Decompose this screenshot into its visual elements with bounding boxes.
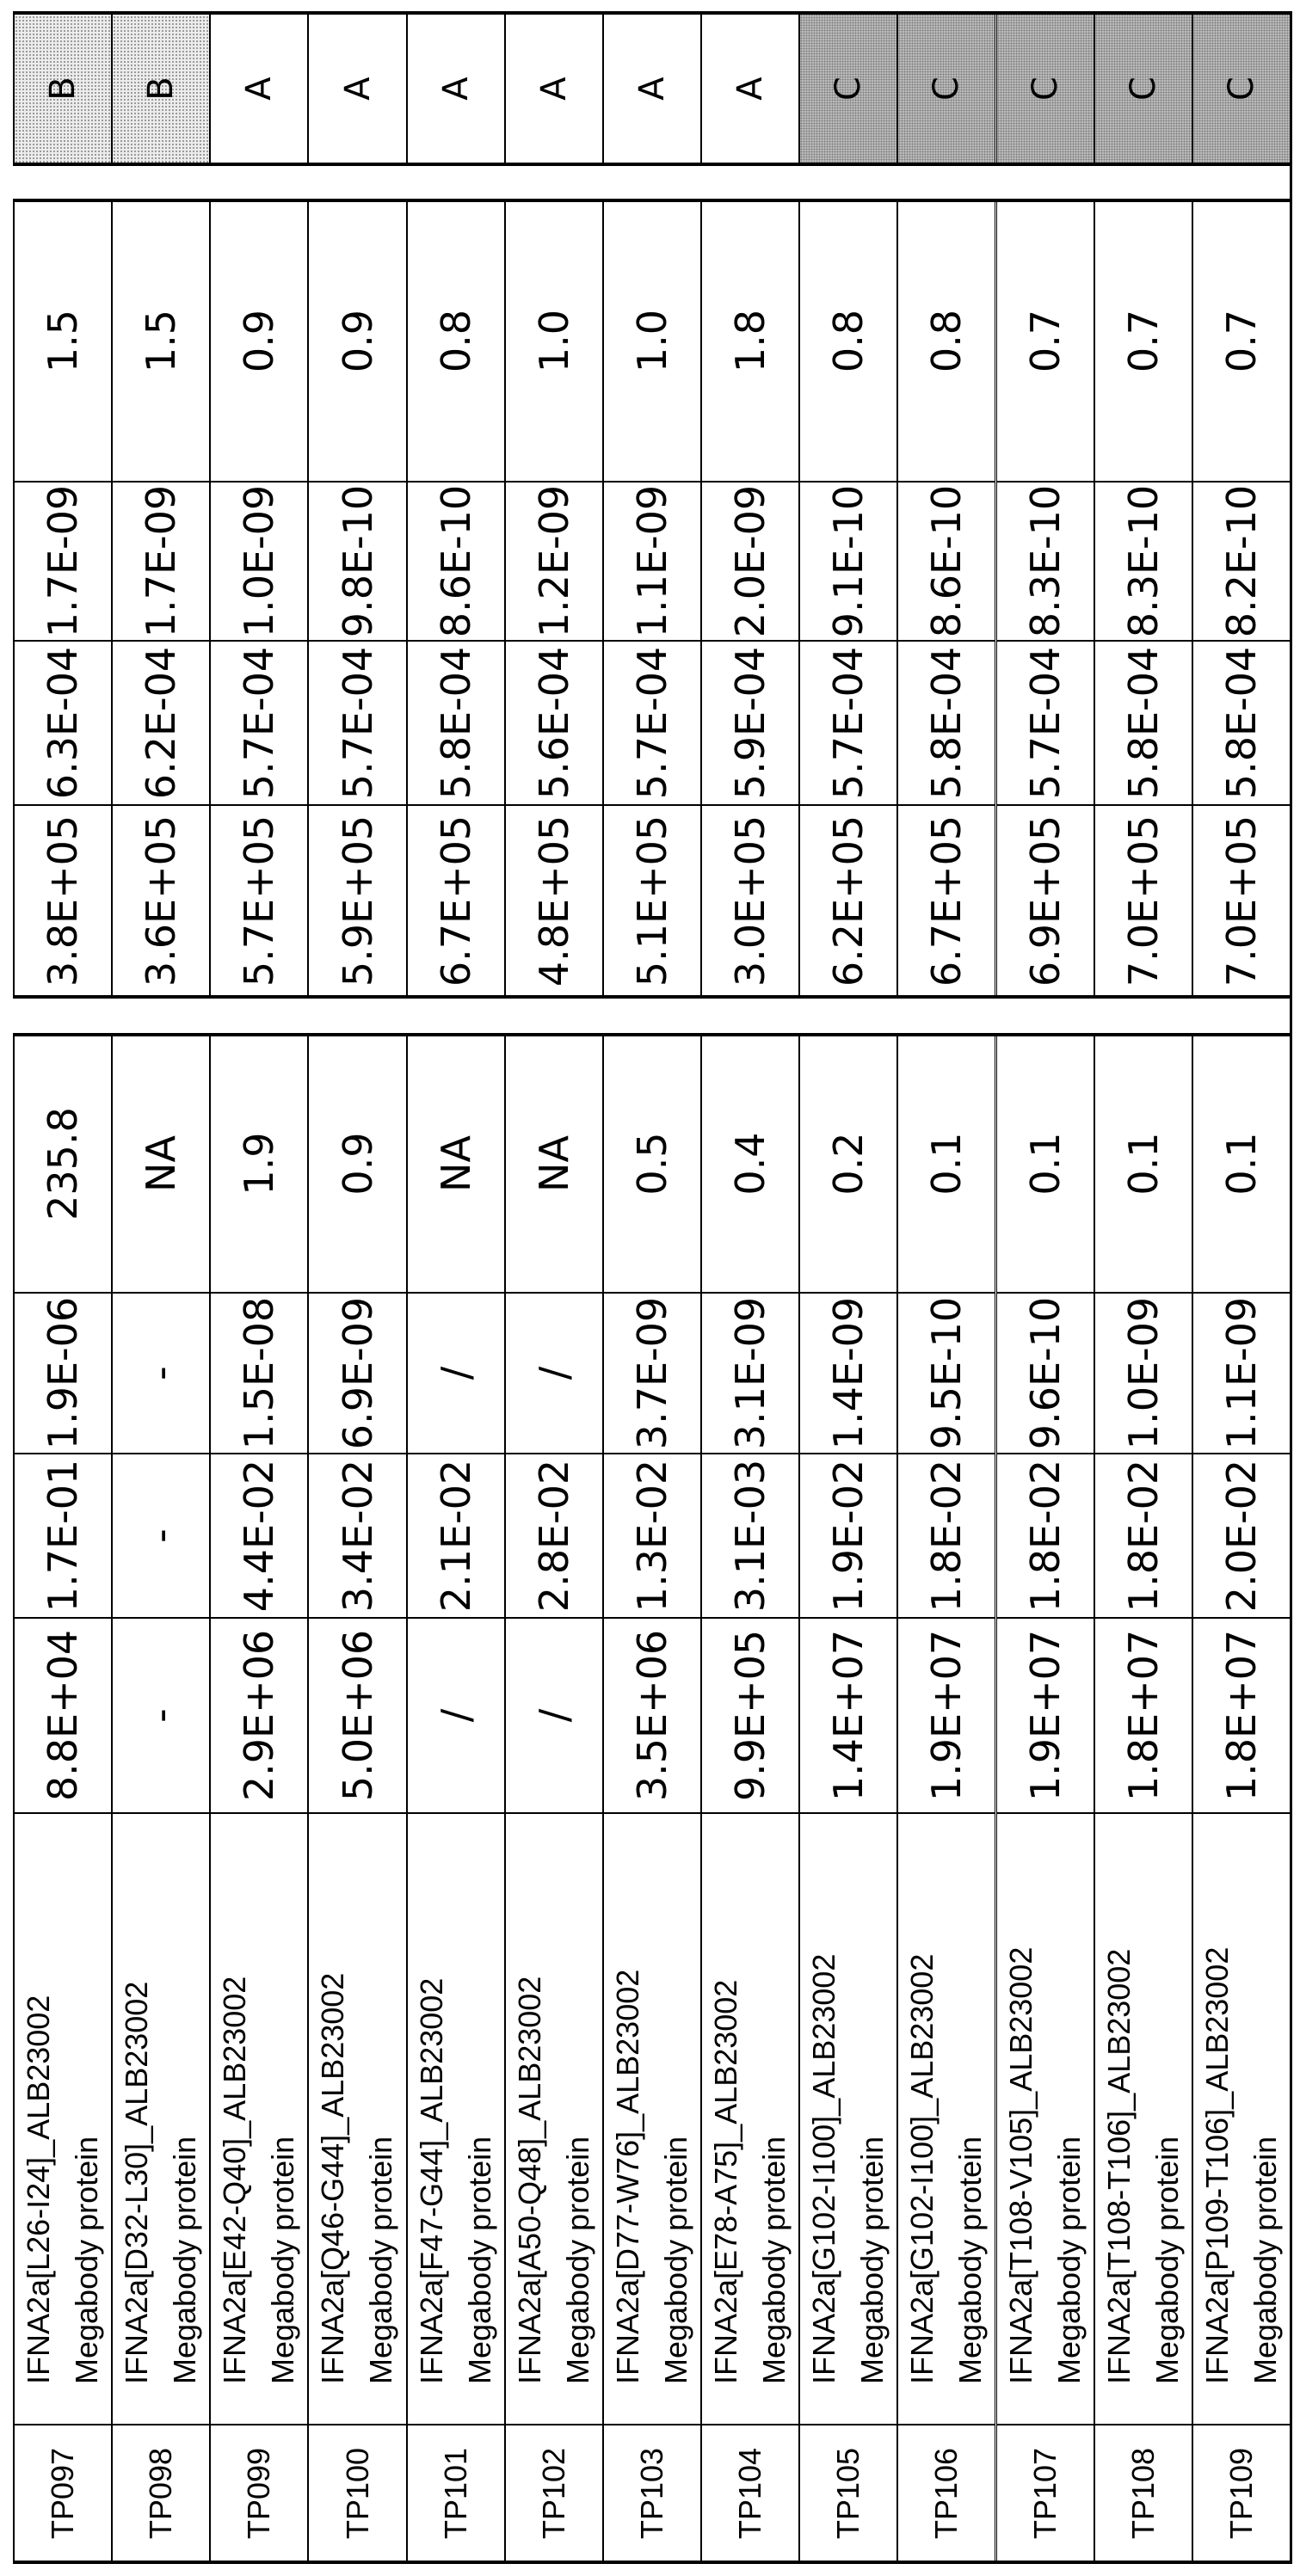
cell-name xyxy=(308,1813,406,2425)
cell-name xyxy=(1094,1813,1192,2425)
cell-name xyxy=(210,1813,308,2425)
rotated-data-table xyxy=(0,0,1300,2576)
cell-kd1: 2.0E-02 xyxy=(1192,1454,1291,1618)
cell-ka2: 6.7E+05 xyxy=(897,805,995,997)
cell-id: TP100 xyxy=(308,2425,406,2562)
cell-KD2: 8.6E-10 xyxy=(407,482,505,641)
name-line2: Megabody protein xyxy=(946,2136,995,2384)
cell-class: A xyxy=(701,13,799,164)
cell-ka1: - xyxy=(112,1618,210,1813)
cell-value: 0.1 xyxy=(897,1035,995,1293)
name-line2: Megabody protein xyxy=(848,2136,896,2384)
name-line2: Megabody protein xyxy=(1241,2136,1290,2384)
cell-KD2: 1.7E-09 xyxy=(112,482,210,641)
cell-kd1: 1.9E-02 xyxy=(799,1454,897,1618)
gap-divider xyxy=(1290,164,1292,200)
cell-ka2: 5.7E+05 xyxy=(210,805,308,997)
cell-class: C xyxy=(897,13,995,164)
cell-value: 0.1 xyxy=(1094,1035,1192,1293)
cell-kd2: 5.7E-04 xyxy=(210,641,308,805)
cell-ka1: / xyxy=(505,1618,603,1813)
cell-kd2: 5.8E-04 xyxy=(407,641,505,805)
cell-ratio: 1.8 xyxy=(701,200,799,482)
cell-KD1: 1.1E-09 xyxy=(1192,1293,1291,1454)
cell-ka2: 5.1E+05 xyxy=(603,805,701,997)
cell-class: A xyxy=(308,13,406,164)
cell-KD2: 9.8E-10 xyxy=(308,482,406,641)
cell-class: B xyxy=(112,13,210,164)
cell-ka1: 8.8E+04 xyxy=(14,1618,112,1813)
cell-KD1: 1.5E-08 xyxy=(210,1293,308,1454)
cell-id: TP107 xyxy=(996,2425,1094,2562)
name-line1: IFNA2a[L26-I24]_ALB23002 xyxy=(15,1995,63,2384)
name-line1: IFNA2a[T108-T106]_ALB23002 xyxy=(1095,1949,1143,2384)
cell-ka2: 4.8E+05 xyxy=(505,805,603,997)
cell-kd2: 5.7E-04 xyxy=(996,641,1094,805)
cell-id: TP103 xyxy=(603,2425,701,2562)
cell-KD2: 8.6E-10 xyxy=(897,482,995,641)
cell-ka2: 5.9E+05 xyxy=(308,805,406,997)
cell-KD2: 8.2E-10 xyxy=(1192,482,1291,641)
cell-name xyxy=(799,1813,897,2425)
cell-class: A xyxy=(603,13,701,164)
cell-KD1: / xyxy=(407,1293,505,1454)
name-line2: Megabody protein xyxy=(357,2136,405,2384)
cell-id: TP106 xyxy=(897,2425,995,2562)
cell-KD1: 9.6E-10 xyxy=(996,1293,1094,1454)
cell-name xyxy=(505,1813,603,2425)
cell-kd2: 6.2E-04 xyxy=(112,641,210,805)
name-line1: IFNA2a[G102-I100]_ALB23002 xyxy=(800,1954,848,2384)
cell-KD2: 1.1E-09 xyxy=(603,482,701,641)
cell-name xyxy=(112,1813,210,2425)
cell-value: 0.9 xyxy=(308,1035,406,1293)
cell-KD2: 8.3E-10 xyxy=(996,482,1094,641)
cell-KD2: 8.3E-10 xyxy=(1094,482,1192,641)
cell-ratio: 1.0 xyxy=(505,200,603,482)
cell-kd1: 1.7E-01 xyxy=(14,1454,112,1618)
cell-KD1: / xyxy=(505,1293,603,1454)
cell-ka1: 1.8E+07 xyxy=(1192,1618,1291,1813)
name-line1: IFNA2a[F47-G44]_ALB23002 xyxy=(408,1978,456,2384)
cell-ratio: 1.5 xyxy=(14,200,112,482)
cell-ka1: 3.5E+06 xyxy=(603,1618,701,1813)
name-line2: Megabody protein xyxy=(456,2136,504,2384)
cell-id: TP099 xyxy=(210,2425,308,2562)
cell-KD1: 1.4E-09 xyxy=(799,1293,897,1454)
cell-id: TP101 xyxy=(407,2425,505,2562)
cell-ratio: 0.9 xyxy=(210,200,308,482)
cell-KD1: 9.5E-10 xyxy=(897,1293,995,1454)
cell-value: 0.1 xyxy=(996,1035,1094,1293)
cell-value: 1.9 xyxy=(210,1035,308,1293)
name-line2: Megabody protein xyxy=(1143,2136,1192,2384)
cell-kd2: 5.7E-04 xyxy=(603,641,701,805)
cell-id: TP105 xyxy=(799,2425,897,2562)
cell-ka1: 1.4E+07 xyxy=(799,1618,897,1813)
cell-ratio: 0.8 xyxy=(407,200,505,482)
cell-ka2: 6.7E+05 xyxy=(407,805,505,997)
cell-kd1: - xyxy=(112,1454,210,1618)
cell-kd1: 1.8E-02 xyxy=(996,1454,1094,1618)
cell-KD2: 1.0E-09 xyxy=(210,482,308,641)
cell-value: NA xyxy=(112,1035,210,1293)
cell-class: B xyxy=(14,13,112,164)
cell-value: NA xyxy=(505,1035,603,1293)
cell-ka2: 3.0E+05 xyxy=(701,805,799,997)
cell-id: TP104 xyxy=(701,2425,799,2562)
cell-kd2: 5.7E-04 xyxy=(308,641,406,805)
cell-kd1: 3.1E-03 xyxy=(701,1454,799,1618)
cell-KD1: 6.9E-09 xyxy=(308,1293,406,1454)
name-line2: Megabody protein xyxy=(63,2136,111,2384)
name-line2: Megabody protein xyxy=(259,2136,307,2384)
cell-KD1: 1.9E-06 xyxy=(14,1293,112,1454)
gap-divider xyxy=(1290,997,1292,1035)
cell-ka1: 2.9E+06 xyxy=(210,1618,308,1813)
name-line1: IFNA2a[A50-Q48]_ALB23002 xyxy=(506,1977,554,2384)
cell-class: A xyxy=(210,13,308,164)
cell-KD2: 2.0E-09 xyxy=(701,482,799,641)
cell-name xyxy=(14,1813,112,2425)
cell-kd1: 3.4E-02 xyxy=(308,1454,406,1618)
name-line2: Megabody protein xyxy=(750,2136,798,2384)
name-line1: IFNA2a[Q46-G44]_ALB23002 xyxy=(309,1973,357,2384)
cell-KD1: 3.1E-09 xyxy=(701,1293,799,1454)
cell-kd2: 5.8E-04 xyxy=(1094,641,1192,805)
cell-name xyxy=(603,1813,701,2425)
cell-ka2: 3.8E+05 xyxy=(14,805,112,997)
cell-kd1: 2.8E-02 xyxy=(505,1454,603,1618)
cell-ka1: / xyxy=(407,1618,505,1813)
name-line1: IFNA2a[P109-T106]_ALB23002 xyxy=(1193,1947,1241,2384)
cell-class: C xyxy=(996,13,1094,164)
cell-ratio: 1.0 xyxy=(603,200,701,482)
cell-id: TP098 xyxy=(112,2425,210,2562)
cell-ka2: 7.0E+05 xyxy=(1192,805,1291,997)
cell-ka2: 7.0E+05 xyxy=(1094,805,1192,997)
name-line2: Megabody protein xyxy=(1045,2136,1094,2384)
cell-kd2: 5.8E-04 xyxy=(1192,641,1291,805)
name-line1: IFNA2a[D32-L30]_ALB23002 xyxy=(113,1982,161,2384)
name-line2: Megabody protein xyxy=(161,2136,209,2384)
name-line1: IFNA2a[T108-V105]_ALB23002 xyxy=(997,1947,1045,2384)
cell-ratio: 0.7 xyxy=(996,200,1094,482)
cell-KD1: 3.7E-09 xyxy=(603,1293,701,1454)
cell-kd2: 5.6E-04 xyxy=(505,641,603,805)
cell-KD1: - xyxy=(112,1293,210,1454)
cell-class: A xyxy=(505,13,603,164)
cell-value: 0.1 xyxy=(1192,1035,1291,1293)
cell-ratio: 0.9 xyxy=(308,200,406,482)
cell-value: NA xyxy=(407,1035,505,1293)
cell-name xyxy=(407,1813,505,2425)
cell-value: 0.5 xyxy=(603,1035,701,1293)
name-line1: IFNA2a[E42-Q40]_ALB23002 xyxy=(211,1977,259,2384)
cell-kd2: 5.9E-04 xyxy=(701,641,799,805)
cell-ratio: 0.8 xyxy=(897,200,995,482)
cell-kd1: 4.4E-02 xyxy=(210,1454,308,1618)
cell-ratio: 0.7 xyxy=(1192,200,1291,482)
cell-kd2: 5.8E-04 xyxy=(897,641,995,805)
cell-KD2: 1.7E-09 xyxy=(14,482,112,641)
cell-kd1: 2.1E-02 xyxy=(407,1454,505,1618)
cell-id: TP108 xyxy=(1094,2425,1192,2562)
cell-name xyxy=(701,1813,799,2425)
cell-ka2: 6.9E+05 xyxy=(996,805,1094,997)
cell-value: 0.2 xyxy=(799,1035,897,1293)
cell-kd2: 6.3E-04 xyxy=(14,641,112,805)
cell-kd1: 1.8E-02 xyxy=(897,1454,995,1618)
cell-id: TP109 xyxy=(1192,2425,1291,2562)
cell-KD1: 1.0E-09 xyxy=(1094,1293,1192,1454)
cell-ka1: 5.0E+06 xyxy=(308,1618,406,1813)
cell-value: 0.4 xyxy=(701,1035,799,1293)
cell-value: 235.8 xyxy=(14,1035,112,1293)
cell-ka1: 9.9E+05 xyxy=(701,1618,799,1813)
cell-ka1: 1.8E+07 xyxy=(1094,1618,1192,1813)
cell-ratio: 1.5 xyxy=(112,200,210,482)
cell-name xyxy=(996,1813,1094,2425)
cell-ka1: 1.9E+07 xyxy=(897,1618,995,1813)
cell-class: C xyxy=(799,13,897,164)
cell-ka1: 1.9E+07 xyxy=(996,1618,1094,1813)
cell-ratio: 0.7 xyxy=(1094,200,1192,482)
cell-KD2: 1.2E-09 xyxy=(505,482,603,641)
cell-ka2: 6.2E+05 xyxy=(799,805,897,997)
cell-class: A xyxy=(407,13,505,164)
cell-kd1: 1.8E-02 xyxy=(1094,1454,1192,1618)
name-line2: Megabody protein xyxy=(554,2136,602,2384)
name-line1: IFNA2a[D77-W76]_ALB23002 xyxy=(604,1970,652,2384)
cell-class: C xyxy=(1192,13,1291,164)
cell-ka2: 3.6E+05 xyxy=(112,805,210,997)
cell-kd1: 1.3E-02 xyxy=(603,1454,701,1618)
cell-id: TP102 xyxy=(505,2425,603,2562)
name-line2: Megabody protein xyxy=(652,2136,700,2384)
cell-kd2: 5.7E-04 xyxy=(799,641,897,805)
cell-ratio: 0.8 xyxy=(799,200,897,482)
cell-class: C xyxy=(1094,13,1192,164)
cell-id: TP097 xyxy=(14,2425,112,2562)
name-line1: IFNA2a[G102-I100]_ALB23002 xyxy=(898,1954,946,2384)
cell-KD2: 9.1E-10 xyxy=(799,482,897,641)
name-line1: IFNA2a[E78-A75]_ALB23002 xyxy=(702,1980,750,2384)
cell-name xyxy=(897,1813,995,2425)
cell-name xyxy=(1192,1813,1291,2425)
